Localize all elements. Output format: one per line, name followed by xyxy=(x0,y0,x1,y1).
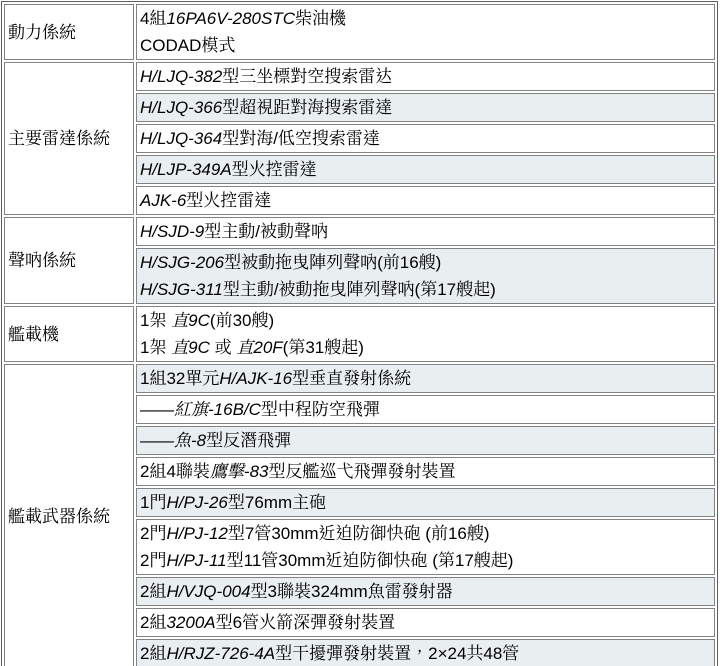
spec-text: —— xyxy=(140,431,174,450)
section-label: 聲吶係統 xyxy=(4,217,134,304)
spec-line xyxy=(140,187,711,214)
spec-text: 2門 xyxy=(140,551,167,570)
table-row xyxy=(4,364,715,393)
spec-text: 型7管30mm近迫防御快砲 (前16艘) xyxy=(227,524,490,543)
table-row xyxy=(4,217,715,246)
spec-line xyxy=(140,578,711,605)
spec-line xyxy=(140,218,711,245)
spec-text: 型76mm主砲 xyxy=(227,493,327,512)
spec-cell xyxy=(136,488,715,517)
model-designation: H/LJP-349A xyxy=(140,160,232,179)
model-designation: H/SJG-311 xyxy=(140,280,223,299)
spec-text: 型6管火箭深彈發射裝置 xyxy=(215,613,396,632)
spec-line xyxy=(140,276,711,303)
spec-cell xyxy=(136,93,715,122)
model-designation: H/PJ-11 xyxy=(166,551,227,570)
model-designation: H/VJQ-004 xyxy=(166,582,251,601)
spec-cell xyxy=(136,186,715,215)
spec-text: 型反潛飛彈 xyxy=(206,431,292,450)
spec-line xyxy=(140,334,711,361)
model-designation: 魚-8 xyxy=(174,431,207,450)
spec-line xyxy=(140,489,711,516)
model-designation: H/SJD-9 xyxy=(140,222,205,241)
spec-text: 或 xyxy=(209,338,237,357)
section-label: 主要雷達係統 xyxy=(4,62,134,215)
spec-text: 型三坐標對空搜索雷达 xyxy=(222,67,393,86)
model-designation: H/PJ-12 xyxy=(166,524,228,543)
model-designation: 紅旗-16B/C xyxy=(174,400,261,419)
model-designation: H/LJQ-382 xyxy=(140,67,223,86)
model-designation: 鷹擊-83 xyxy=(209,462,269,481)
spec-line xyxy=(140,547,711,574)
specs-table-body xyxy=(4,4,715,666)
spec-text: 2組 xyxy=(140,582,167,601)
model-designation: H/PJ-26 xyxy=(166,493,228,512)
spec-text: 型火控雷達 xyxy=(186,191,272,210)
spec-text: 型垂直發射係統 xyxy=(292,369,412,388)
table-row xyxy=(4,62,715,91)
spec-cell xyxy=(136,577,715,606)
spec-text: 型反艦巡弋飛彈發射裝置 xyxy=(268,462,456,481)
spec-line xyxy=(140,5,711,32)
spec-line xyxy=(140,94,711,121)
spec-text: 型主動/被動聲吶 xyxy=(204,222,328,241)
spec-line xyxy=(140,307,711,334)
spec-text: 型超視距對海搜索雷達 xyxy=(222,98,393,117)
spec-cell xyxy=(136,306,715,362)
spec-text: 型被動拖曳陣列聲吶(前16艘) xyxy=(224,253,442,272)
spec-line xyxy=(140,427,711,454)
model-designation: H/AJK-16 xyxy=(219,369,293,388)
spec-cell xyxy=(136,217,715,246)
spec-line xyxy=(140,640,711,666)
spec-cell xyxy=(136,364,715,393)
spec-text: 型對海/低空搜索雷達 xyxy=(222,129,380,148)
spec-cell xyxy=(136,457,715,486)
spec-text: 型中程防空飛彈 xyxy=(260,400,380,419)
table-row xyxy=(4,4,715,60)
model-designation: H/RJZ-726-4A xyxy=(166,644,276,663)
model-designation: 直20F xyxy=(236,338,283,357)
spec-cell xyxy=(136,4,715,60)
spec-text: 2組4聯裝 xyxy=(140,462,210,481)
spec-text: 型火控雷達 xyxy=(231,160,317,179)
spec-text: (前30艘) xyxy=(209,311,275,330)
spec-line xyxy=(140,396,711,423)
section-label: 動力係統 xyxy=(4,4,134,60)
model-designation: 3200A xyxy=(166,613,216,632)
spec-cell xyxy=(136,124,715,153)
spec-text: 型3聯裝324mm魚雷發射器 xyxy=(250,582,453,601)
spec-line xyxy=(140,249,711,276)
specs-table xyxy=(1,1,718,666)
spec-text: 1架 xyxy=(140,311,172,330)
spec-text: —— xyxy=(140,400,174,419)
spec-text: 型主動/被動拖曳陣列聲吶(第17艘起) xyxy=(222,280,496,299)
model-designation: H/LJQ-366 xyxy=(140,98,223,117)
model-designation: 16PA6V-280STC xyxy=(166,9,295,28)
spec-text: 1門 xyxy=(140,493,167,512)
spec-cell xyxy=(136,426,715,455)
spec-text: 2組 xyxy=(140,613,167,632)
section-label: 艦載機 xyxy=(4,306,134,362)
model-designation: 直9C xyxy=(171,311,210,330)
spec-text: (第31艘起) xyxy=(282,338,364,357)
spec-line xyxy=(140,156,711,183)
spec-text: 1組32單元 xyxy=(140,369,220,388)
model-designation: H/LJQ-364 xyxy=(140,129,223,148)
spec-line xyxy=(140,63,711,90)
section-label: 艦載武器係統 xyxy=(4,364,134,666)
spec-text: 1架 xyxy=(140,338,172,357)
spec-cell xyxy=(136,639,715,666)
model-designation: H/SJG-206 xyxy=(140,253,225,272)
spec-line xyxy=(140,520,711,547)
spec-line xyxy=(140,125,711,152)
spec-cell xyxy=(136,519,715,575)
spec-text: 2門 xyxy=(140,524,167,543)
table-row xyxy=(4,306,715,362)
spec-text: 型11管30mm近迫防御快砲 (第17艘起) xyxy=(226,551,514,570)
spec-line xyxy=(140,32,711,59)
model-designation: AJK-6 xyxy=(140,191,187,210)
spec-cell xyxy=(136,395,715,424)
spec-text: 4組 xyxy=(140,9,167,28)
spec-text: 2組 xyxy=(140,644,167,663)
spec-line xyxy=(140,458,711,485)
spec-line xyxy=(140,365,711,392)
spec-cell xyxy=(136,155,715,184)
spec-text: 型干擾彈發射裝置，2×24共48管 xyxy=(275,644,520,663)
spec-cell xyxy=(136,608,715,637)
spec-cell xyxy=(136,248,715,304)
spec-text: 柴油機 xyxy=(294,9,346,28)
model-designation: 直9C xyxy=(171,338,210,357)
spec-cell xyxy=(136,62,715,91)
spec-line xyxy=(140,609,711,636)
spec-text: CODAD模式 xyxy=(140,36,236,55)
